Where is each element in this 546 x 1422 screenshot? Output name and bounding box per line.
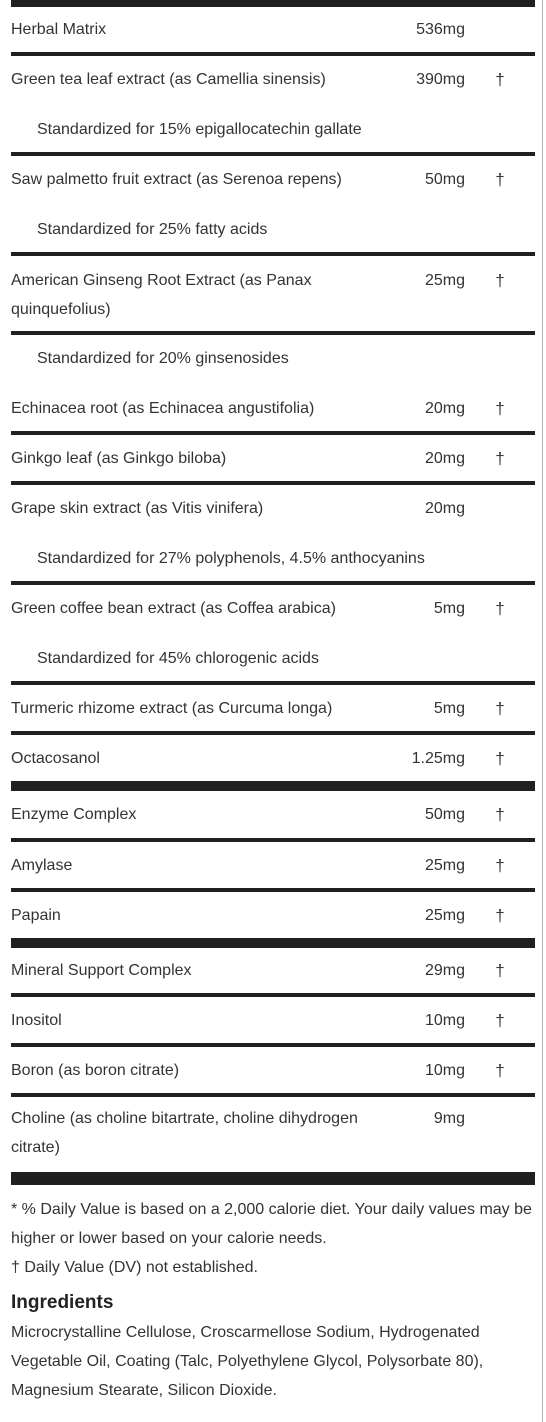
ingredient-amount: 50mg [424, 806, 465, 823]
ingredient-name: Octacosanol [11, 749, 100, 767]
dagger-mark: † [495, 398, 505, 418]
dagger-mark: † [495, 69, 505, 89]
dagger-mark: † [495, 271, 505, 290]
ingredient-amount: 29mg [424, 962, 465, 979]
ingredient-name: Choline (as choline bitartrate, choline dihydrogen citrate) [11, 1110, 358, 1156]
right-border [542, 0, 543, 1422]
ingredient-amount: 25mg [424, 856, 465, 874]
ingredient-amount: 20mg [424, 499, 465, 517]
ingredient-name: Herbal Matrix [11, 21, 107, 38]
standardization-note: Standardized for 25% fatty acids [37, 220, 268, 238]
ingredients-list: Microcrystalline Cellulose, Croscarmellose Sodium, Hydrogenated Vegetable Oil, Coating (Talc, Polyethylene Glycol, Polysorbate 80), Magnesium Stearate, Silicon Dioxide. [11, 1324, 484, 1399]
standardization-note: Standardized for 27% polyphenols, 4.5% anthocyanins [37, 549, 425, 567]
table-row [11, 385, 535, 431]
dagger-footnote: † Daily Value (DV) not established. [11, 1259, 258, 1276]
table-row [11, 892, 535, 938]
ingredient-name: Saw palmetto fruit extract (as Serenoa repens) [11, 170, 342, 188]
ingredient-name: Enzyme Complex [11, 806, 137, 823]
table-row [11, 685, 535, 731]
ingredient-name: Ginkgo leaf (as Ginkgo biloba) [11, 449, 227, 467]
section-divider [11, 781, 535, 791]
table-row [11, 735, 535, 781]
dagger-mark: † [495, 805, 505, 824]
standardization-note: Standardized for 20% ginsenosides [37, 349, 289, 367]
ingredient-amount: 20mg [424, 399, 465, 417]
ingredient-name: Papain [11, 906, 61, 924]
standardization-note: Standardized for 45% chlorogenic acids [37, 649, 319, 667]
ingredient-name: Grape skin extract (as Vitis vinifera) [11, 499, 264, 517]
dagger-mark: † [495, 448, 505, 468]
table-row [11, 585, 535, 631]
table-row [11, 1047, 535, 1093]
ingredient-name: Amylase [11, 856, 73, 874]
dagger-mark: † [495, 169, 505, 189]
section-divider [11, 1172, 535, 1185]
table-row [11, 635, 535, 681]
table-row [11, 335, 535, 381]
table-row [11, 106, 535, 152]
ingredient-amount: 5mg [433, 599, 465, 617]
section-divider [11, 938, 535, 948]
table-row [11, 535, 535, 581]
ingredient-amount: 10mg [424, 1061, 465, 1079]
dagger-mark: † [495, 698, 505, 718]
dagger-mark: † [495, 855, 505, 875]
daily-value-footnote: * % Daily Value is based on a 2,000 calorie diet. Your daily values may be higher or lower based on your calorie needs. [11, 1201, 532, 1247]
table-row [11, 485, 535, 531]
standardization-note: Standardized for 15% epigallocatechin gallate [37, 120, 362, 138]
dagger-mark: † [495, 905, 505, 925]
table-row [11, 206, 535, 252]
ingredient-amount: 9mg [433, 1110, 465, 1127]
ingredient-amount: 10mg [424, 1011, 465, 1029]
ingredient-amount: 536mg [416, 21, 465, 38]
ingredient-amount: 1.25mg [411, 749, 465, 767]
dagger-mark: † [495, 598, 505, 618]
table-row [11, 435, 535, 481]
ingredient-amount: 20mg [424, 449, 465, 467]
table-row [11, 842, 535, 888]
table-row [11, 156, 535, 202]
table-row [11, 791, 535, 838]
ingredient-amount: 5mg [433, 699, 465, 717]
facts-table [11, 0, 535, 1405]
dagger-mark: † [495, 748, 505, 768]
ingredient-name: Mineral Support Complex [11, 962, 192, 979]
ingredient-amount: 25mg [424, 906, 465, 924]
ingredient-name: Green coffee bean extract (as Coffea arabica) [11, 599, 336, 617]
table-row [11, 1097, 535, 1172]
ingredient-name: American Ginseng Root Extract (as Panax quinquefolius) [11, 272, 312, 318]
ingredient-name: Green tea leaf extract (as Camellia sinensis) [11, 70, 326, 88]
table-row [11, 948, 535, 993]
ingredient-amount: 50mg [424, 170, 465, 188]
ingredient-amount: 25mg [424, 272, 465, 289]
ingredient-name: Turmeric rhizome extract (as Curcuma longa) [11, 699, 333, 717]
ingredient-amount: 390mg [416, 70, 465, 88]
dagger-mark: † [495, 1010, 505, 1030]
ingredient-name: Boron (as boron citrate) [11, 1061, 180, 1079]
dagger-mark: † [495, 961, 505, 980]
table-row [11, 256, 535, 331]
ingredient-name: Echinacea root (as Echinacea angustifolia) [11, 399, 315, 417]
table-row [11, 56, 535, 102]
ingredients-heading: Ingredients [11, 1292, 114, 1313]
table-row [11, 7, 535, 52]
dagger-mark: † [495, 1060, 505, 1080]
table-row [11, 997, 535, 1043]
section-divider-top [11, 0, 535, 7]
ingredient-name: Inositol [11, 1011, 62, 1029]
